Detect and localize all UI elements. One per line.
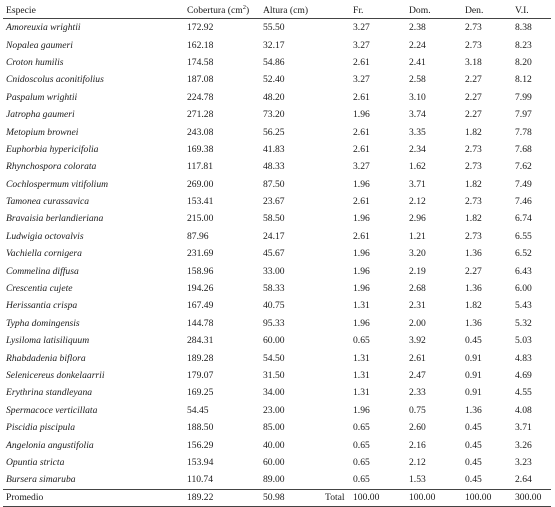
cell-species: Croton humilis <box>6 56 64 68</box>
header-cover <box>184 3 260 19</box>
cell-fr: 2.61 <box>353 91 370 103</box>
cell-vi: 7.78 <box>515 126 532 138</box>
cell-height: 60.00 <box>263 456 285 468</box>
cell-species: Euphorbia hypericifolia <box>6 143 99 155</box>
cell-fr: 2.61 <box>353 196 370 208</box>
cell-dom: 2.16 <box>409 439 426 451</box>
cell-species: Spermacoce verticillata <box>6 404 98 416</box>
cell-fr: 1.31 <box>353 370 370 381</box>
cell-den: 2.27 <box>465 109 482 121</box>
species-importance-table <box>3 2 551 507</box>
table-row <box>3 454 551 471</box>
cell-spacer <box>322 436 350 453</box>
table-row <box>3 158 551 175</box>
cell-height: 89.00 <box>263 474 285 486</box>
cell-fr: 3.27 <box>353 161 370 173</box>
cell-spacer <box>322 419 350 436</box>
cell-dom: 3.20 <box>409 248 426 260</box>
footer-den: 100.00 <box>462 489 512 506</box>
footer-vi: 300.00 <box>512 489 551 506</box>
cell-cover: 187.08 <box>187 74 214 86</box>
table-row <box>3 176 551 193</box>
cell-spacer <box>322 141 350 158</box>
cell-fr: 1.96 <box>353 248 370 260</box>
cell-height: 52.40 <box>263 74 285 86</box>
header-fr: Fr. <box>350 3 406 19</box>
cell-vi: 8.23 <box>515 39 532 51</box>
cell-den: 1.82 <box>465 126 482 138</box>
cell-spacer <box>322 19 350 37</box>
cell-vi: 5.43 <box>515 300 532 312</box>
cell-species: Commelina diffusa <box>6 265 79 277</box>
footer-dom: 100.00 <box>406 489 462 506</box>
cell-height: 33.00 <box>263 265 285 277</box>
species-table-page <box>0 2 555 504</box>
cell-species: Nopalea gaumeri <box>6 39 73 51</box>
cell-species: Angelonia angustifolia <box>6 439 94 451</box>
cell-cover: 194.26 <box>187 283 214 295</box>
cell-cover: 153.41 <box>187 196 214 208</box>
cell-den: 2.73 <box>465 196 482 208</box>
header-dom: Dom. <box>406 3 462 19</box>
cell-den: 0.45 <box>465 439 482 451</box>
table-row <box>3 106 551 123</box>
cell-fr: 1.96 <box>353 109 370 121</box>
cell-fr: 2.61 <box>353 56 370 68</box>
cell-den: 2.73 <box>465 143 482 155</box>
table-footer <box>3 489 551 506</box>
header-cover-close: ) <box>245 5 250 16</box>
cell-fr: 2.61 <box>353 230 370 242</box>
cell-den: 1.36 <box>465 248 482 260</box>
cell-fr: 3.27 <box>353 74 370 86</box>
table-row <box>3 123 551 140</box>
cell-vi: 8.20 <box>515 56 532 68</box>
cell-dom: 2.38 <box>409 22 426 34</box>
cell-den: 2.73 <box>465 22 482 34</box>
cell-den: 1.82 <box>465 213 482 225</box>
cell-species: Paspalum wrightii <box>6 91 78 103</box>
cell-species: Opuntia stricta <box>6 456 65 468</box>
cell-vi: 5.03 <box>515 335 532 347</box>
cell-den: 2.27 <box>465 265 482 277</box>
cell-den: 0.91 <box>465 370 482 381</box>
cell-spacer <box>322 123 350 140</box>
cell-den: 1.36 <box>465 317 482 329</box>
cell-spacer <box>322 176 350 193</box>
cell-den: 0.45 <box>465 335 482 347</box>
cell-vi: 3.71 <box>515 422 532 434</box>
cell-species: Jatropha gaumeri <box>6 109 75 121</box>
cell-species: Cnidoscolus aconitifolius <box>6 74 104 86</box>
cell-height: 48.33 <box>263 161 285 173</box>
cell-vi: 6.74 <box>515 213 532 225</box>
table-row <box>3 36 551 53</box>
cell-dom: 2.19 <box>409 265 426 277</box>
cell-species: Rhynchospora colorata <box>6 161 97 173</box>
cell-cover: 231.69 <box>187 248 214 260</box>
cell-vi: 4.69 <box>515 370 532 381</box>
cell-fr: 1.96 <box>353 213 370 225</box>
cell-cover: 169.38 <box>187 143 214 155</box>
table-row <box>3 436 551 453</box>
cell-cover: 271.28 <box>187 109 214 121</box>
cell-cover: 179.07 <box>187 370 214 381</box>
cell-dom: 2.68 <box>409 283 426 295</box>
cell-height: 45.67 <box>263 248 285 260</box>
cell-vi: 6.43 <box>515 265 532 277</box>
cell-vi: 4.83 <box>515 352 532 364</box>
cell-dom: 2.61 <box>409 352 426 364</box>
table-row <box>3 193 551 210</box>
cell-vi: 2.64 <box>515 474 532 486</box>
table-header <box>3 3 551 19</box>
cell-spacer <box>322 280 350 297</box>
cell-spacer <box>322 402 350 419</box>
cell-fr: 3.27 <box>353 22 370 34</box>
cell-spacer <box>322 262 350 279</box>
cell-dom: 2.58 <box>409 74 426 86</box>
cell-height: 95.33 <box>263 317 285 329</box>
footer-height: 50.98 <box>260 489 322 506</box>
cell-cover: 117.81 <box>187 161 214 173</box>
cell-height: 23.67 <box>263 196 285 208</box>
cell-cover: 243.08 <box>187 126 214 138</box>
cell-height: 23.00 <box>263 404 285 416</box>
cell-height: 31.50 <box>263 370 285 381</box>
cell-dom: 3.35 <box>409 126 426 138</box>
cell-cover: 174.58 <box>187 56 214 68</box>
cell-height: 54.86 <box>263 56 285 68</box>
cell-den: 1.82 <box>465 300 482 312</box>
cell-spacer <box>322 71 350 88</box>
cell-cover: 158.96 <box>187 265 214 277</box>
cell-fr: 0.65 <box>353 456 370 468</box>
cell-fr: 2.61 <box>353 143 370 155</box>
cell-den: 0.91 <box>465 387 482 399</box>
footer-cover: 189.22 <box>184 489 260 506</box>
cell-height: 56.25 <box>263 126 285 138</box>
cell-den: 1.82 <box>465 178 482 190</box>
cell-cover: 172.92 <box>187 22 214 34</box>
cell-den: 1.36 <box>465 283 482 295</box>
footer-label: Promedio <box>3 489 184 506</box>
table-row <box>3 210 551 227</box>
table-row <box>3 471 551 489</box>
cell-height: 60.00 <box>263 335 285 347</box>
cell-height: 40.00 <box>263 439 285 451</box>
cell-dom: 2.31 <box>409 300 426 312</box>
cell-cover: 153.94 <box>187 456 214 468</box>
cell-height: 58.50 <box>263 213 285 225</box>
cell-height: 48.20 <box>263 91 285 103</box>
cell-cover: 110.74 <box>187 474 214 486</box>
table-row <box>3 245 551 262</box>
cell-dom: 0.75 <box>409 404 426 416</box>
cell-height: 24.17 <box>263 230 285 242</box>
table-row <box>3 89 551 106</box>
cell-height: 73.20 <box>263 109 285 121</box>
cell-fr: 1.31 <box>353 300 370 312</box>
cell-spacer <box>322 54 350 71</box>
header-cover-text: Cobertura (cm <box>187 5 243 16</box>
header-den: Den. <box>462 3 512 19</box>
cell-dom: 2.12 <box>409 456 426 468</box>
cell-spacer <box>322 367 350 384</box>
cell-dom: 2.00 <box>409 317 426 329</box>
cell-spacer <box>322 454 350 471</box>
cell-spacer <box>322 332 350 349</box>
cell-dom: 2.34 <box>409 143 426 155</box>
cell-dom: 1.62 <box>409 161 426 173</box>
header-cover-superscript: 2 <box>242 4 246 11</box>
cell-fr: 0.65 <box>353 335 370 347</box>
cell-dom: 3.92 <box>409 335 426 347</box>
cell-cover: 87.96 <box>187 230 209 242</box>
cell-dom: 3.10 <box>409 91 426 103</box>
cell-species: Rhabdadenia biflora <box>6 352 86 364</box>
cell-species: Metopium brownei <box>6 126 79 138</box>
cell-vi: 7.46 <box>515 196 532 208</box>
cell-fr: 1.96 <box>353 178 370 190</box>
cell-fr: 1.31 <box>353 352 370 364</box>
cell-species: Amoreuxia wrightii <box>6 22 81 34</box>
cell-cover: 169.25 <box>187 387 214 399</box>
cell-cover: 156.29 <box>187 439 214 451</box>
cell-den: 2.27 <box>465 74 482 86</box>
header-empty <box>322 3 350 19</box>
cell-height: 87.50 <box>263 178 285 190</box>
cell-species: Erythrina standleyana <box>6 387 93 399</box>
cell-cover: 188.50 <box>187 422 214 434</box>
cell-species: Lysiloma latisiliquum <box>6 335 90 347</box>
table-row <box>3 419 551 436</box>
cell-den: 0.45 <box>465 456 482 468</box>
cell-vi: 3.26 <box>515 439 532 451</box>
cell-dom: 2.47 <box>409 370 426 381</box>
cell-vi: 7.99 <box>515 91 532 103</box>
cell-vi: 6.00 <box>515 283 532 295</box>
cell-vi: 6.55 <box>515 230 532 242</box>
cell-den: 2.73 <box>465 161 482 173</box>
cell-spacer <box>322 89 350 106</box>
table-row <box>3 349 551 366</box>
cell-species: Bravaisia berlandieriana <box>6 213 104 225</box>
cell-spacer <box>322 193 350 210</box>
table-row <box>3 332 551 349</box>
cell-cover: 54.45 <box>187 404 209 416</box>
cell-vi: 8.38 <box>515 22 532 34</box>
cell-species: Crescentia cujete <box>6 283 73 295</box>
table-body <box>3 19 551 490</box>
cell-height: 85.00 <box>263 422 285 434</box>
header-height: Altura (cm) <box>260 3 322 19</box>
table-row <box>3 297 551 314</box>
cell-height: 32.17 <box>263 39 285 51</box>
cell-fr: 0.65 <box>353 422 370 434</box>
cell-spacer <box>322 384 350 401</box>
cell-species: Typha domingensis <box>6 317 80 329</box>
cell-fr: 0.65 <box>353 474 370 486</box>
cell-cover: 167.49 <box>187 300 214 312</box>
cell-spacer <box>322 228 350 245</box>
cell-fr: 1.96 <box>353 317 370 329</box>
cell-spacer <box>322 245 350 262</box>
cell-dom: 2.96 <box>409 213 426 225</box>
cell-vi: 3.23 <box>515 456 532 468</box>
footer-total-label: Total <box>322 489 350 506</box>
cell-dom: 1.21 <box>409 230 426 242</box>
cell-species: Ludwigia octovalvis <box>6 230 84 242</box>
table-row <box>3 19 551 37</box>
cell-dom: 2.33 <box>409 387 426 399</box>
cell-species: Tamonea curassavica <box>6 196 90 208</box>
cell-den: 0.91 <box>465 352 482 364</box>
header-vi: V.I. <box>512 3 551 19</box>
cell-species: Bursera simaruba <box>6 474 76 486</box>
cell-dom: 3.71 <box>409 178 426 190</box>
cell-vi: 7.97 <box>515 109 532 121</box>
cell-cover: 224.78 <box>187 91 214 103</box>
cell-height: 40.75 <box>263 300 285 312</box>
cell-vi: 4.08 <box>515 404 532 416</box>
cell-vi: 7.49 <box>515 178 532 190</box>
table-row <box>3 262 551 279</box>
cell-height: 58.33 <box>263 283 285 295</box>
cell-fr: 1.31 <box>353 387 370 399</box>
cell-den: 2.73 <box>465 39 482 51</box>
cell-species: Vachiella cornigera <box>6 248 82 260</box>
table-row <box>3 402 551 419</box>
cell-dom: 2.60 <box>409 422 426 434</box>
cell-spacer <box>322 106 350 123</box>
cell-dom: 3.74 <box>409 109 426 121</box>
cell-spacer <box>322 210 350 227</box>
cell-spacer <box>322 471 350 489</box>
cell-den: 0.45 <box>465 422 482 434</box>
cell-dom: 2.24 <box>409 39 426 51</box>
cell-den: 1.36 <box>465 404 482 416</box>
cell-den: 2.27 <box>465 91 482 103</box>
cell-height: 41.83 <box>263 143 285 155</box>
cell-spacer <box>322 297 350 314</box>
cell-den: 3.18 <box>465 56 482 68</box>
footer-row <box>3 489 551 506</box>
table-row <box>3 384 551 401</box>
cell-species: Selenicereus donkelaarrii <box>6 370 105 381</box>
header-species: Especie <box>3 3 184 19</box>
cell-vi: 4.55 <box>515 387 532 399</box>
header-row <box>3 3 551 19</box>
table-row <box>3 141 551 158</box>
cell-vi: 6.52 <box>515 248 532 260</box>
cell-fr: 3.27 <box>353 39 370 51</box>
cell-dom: 1.53 <box>409 474 426 486</box>
table-row <box>3 315 551 332</box>
cell-vi: 7.68 <box>515 143 532 155</box>
cell-cover: 284.31 <box>187 335 214 347</box>
cell-cover: 189.28 <box>187 352 214 364</box>
cell-height: 54.50 <box>263 352 285 364</box>
cell-fr: 1.96 <box>353 265 370 277</box>
cell-fr: 0.65 <box>353 439 370 451</box>
cell-spacer <box>322 36 350 53</box>
cell-vi: 7.62 <box>515 161 532 173</box>
cell-fr: 2.61 <box>353 126 370 138</box>
cell-cover: 269.00 <box>187 178 214 190</box>
cell-cover: 215.00 <box>187 213 214 225</box>
table-row <box>3 280 551 297</box>
cell-cover: 162.18 <box>187 39 214 51</box>
cell-fr: 1.96 <box>353 404 370 416</box>
cell-species: Herissantia crispa <box>6 300 78 312</box>
cell-den: 2.73 <box>465 230 482 242</box>
cell-cover: 144.78 <box>187 317 214 329</box>
cell-dom: 2.41 <box>409 56 426 68</box>
cell-fr: 1.96 <box>353 283 370 295</box>
table-row <box>3 367 551 384</box>
table-row <box>3 54 551 71</box>
table-row <box>3 228 551 245</box>
cell-spacer <box>322 158 350 175</box>
cell-height: 34.00 <box>263 387 285 399</box>
cell-spacer <box>322 315 350 332</box>
footer-fr: 100.00 <box>350 489 406 506</box>
cell-species: Piscidia piscipula <box>6 422 76 434</box>
cell-vi: 8.12 <box>515 74 532 86</box>
cell-den: 0.45 <box>465 474 482 486</box>
cell-height: 55.50 <box>263 22 285 34</box>
cell-vi: 5.32 <box>515 317 532 329</box>
table-row <box>3 71 551 88</box>
cell-dom: 2.12 <box>409 196 426 208</box>
cell-spacer <box>322 349 350 366</box>
cell-species: Cochlospermum vitifolium <box>6 178 109 190</box>
